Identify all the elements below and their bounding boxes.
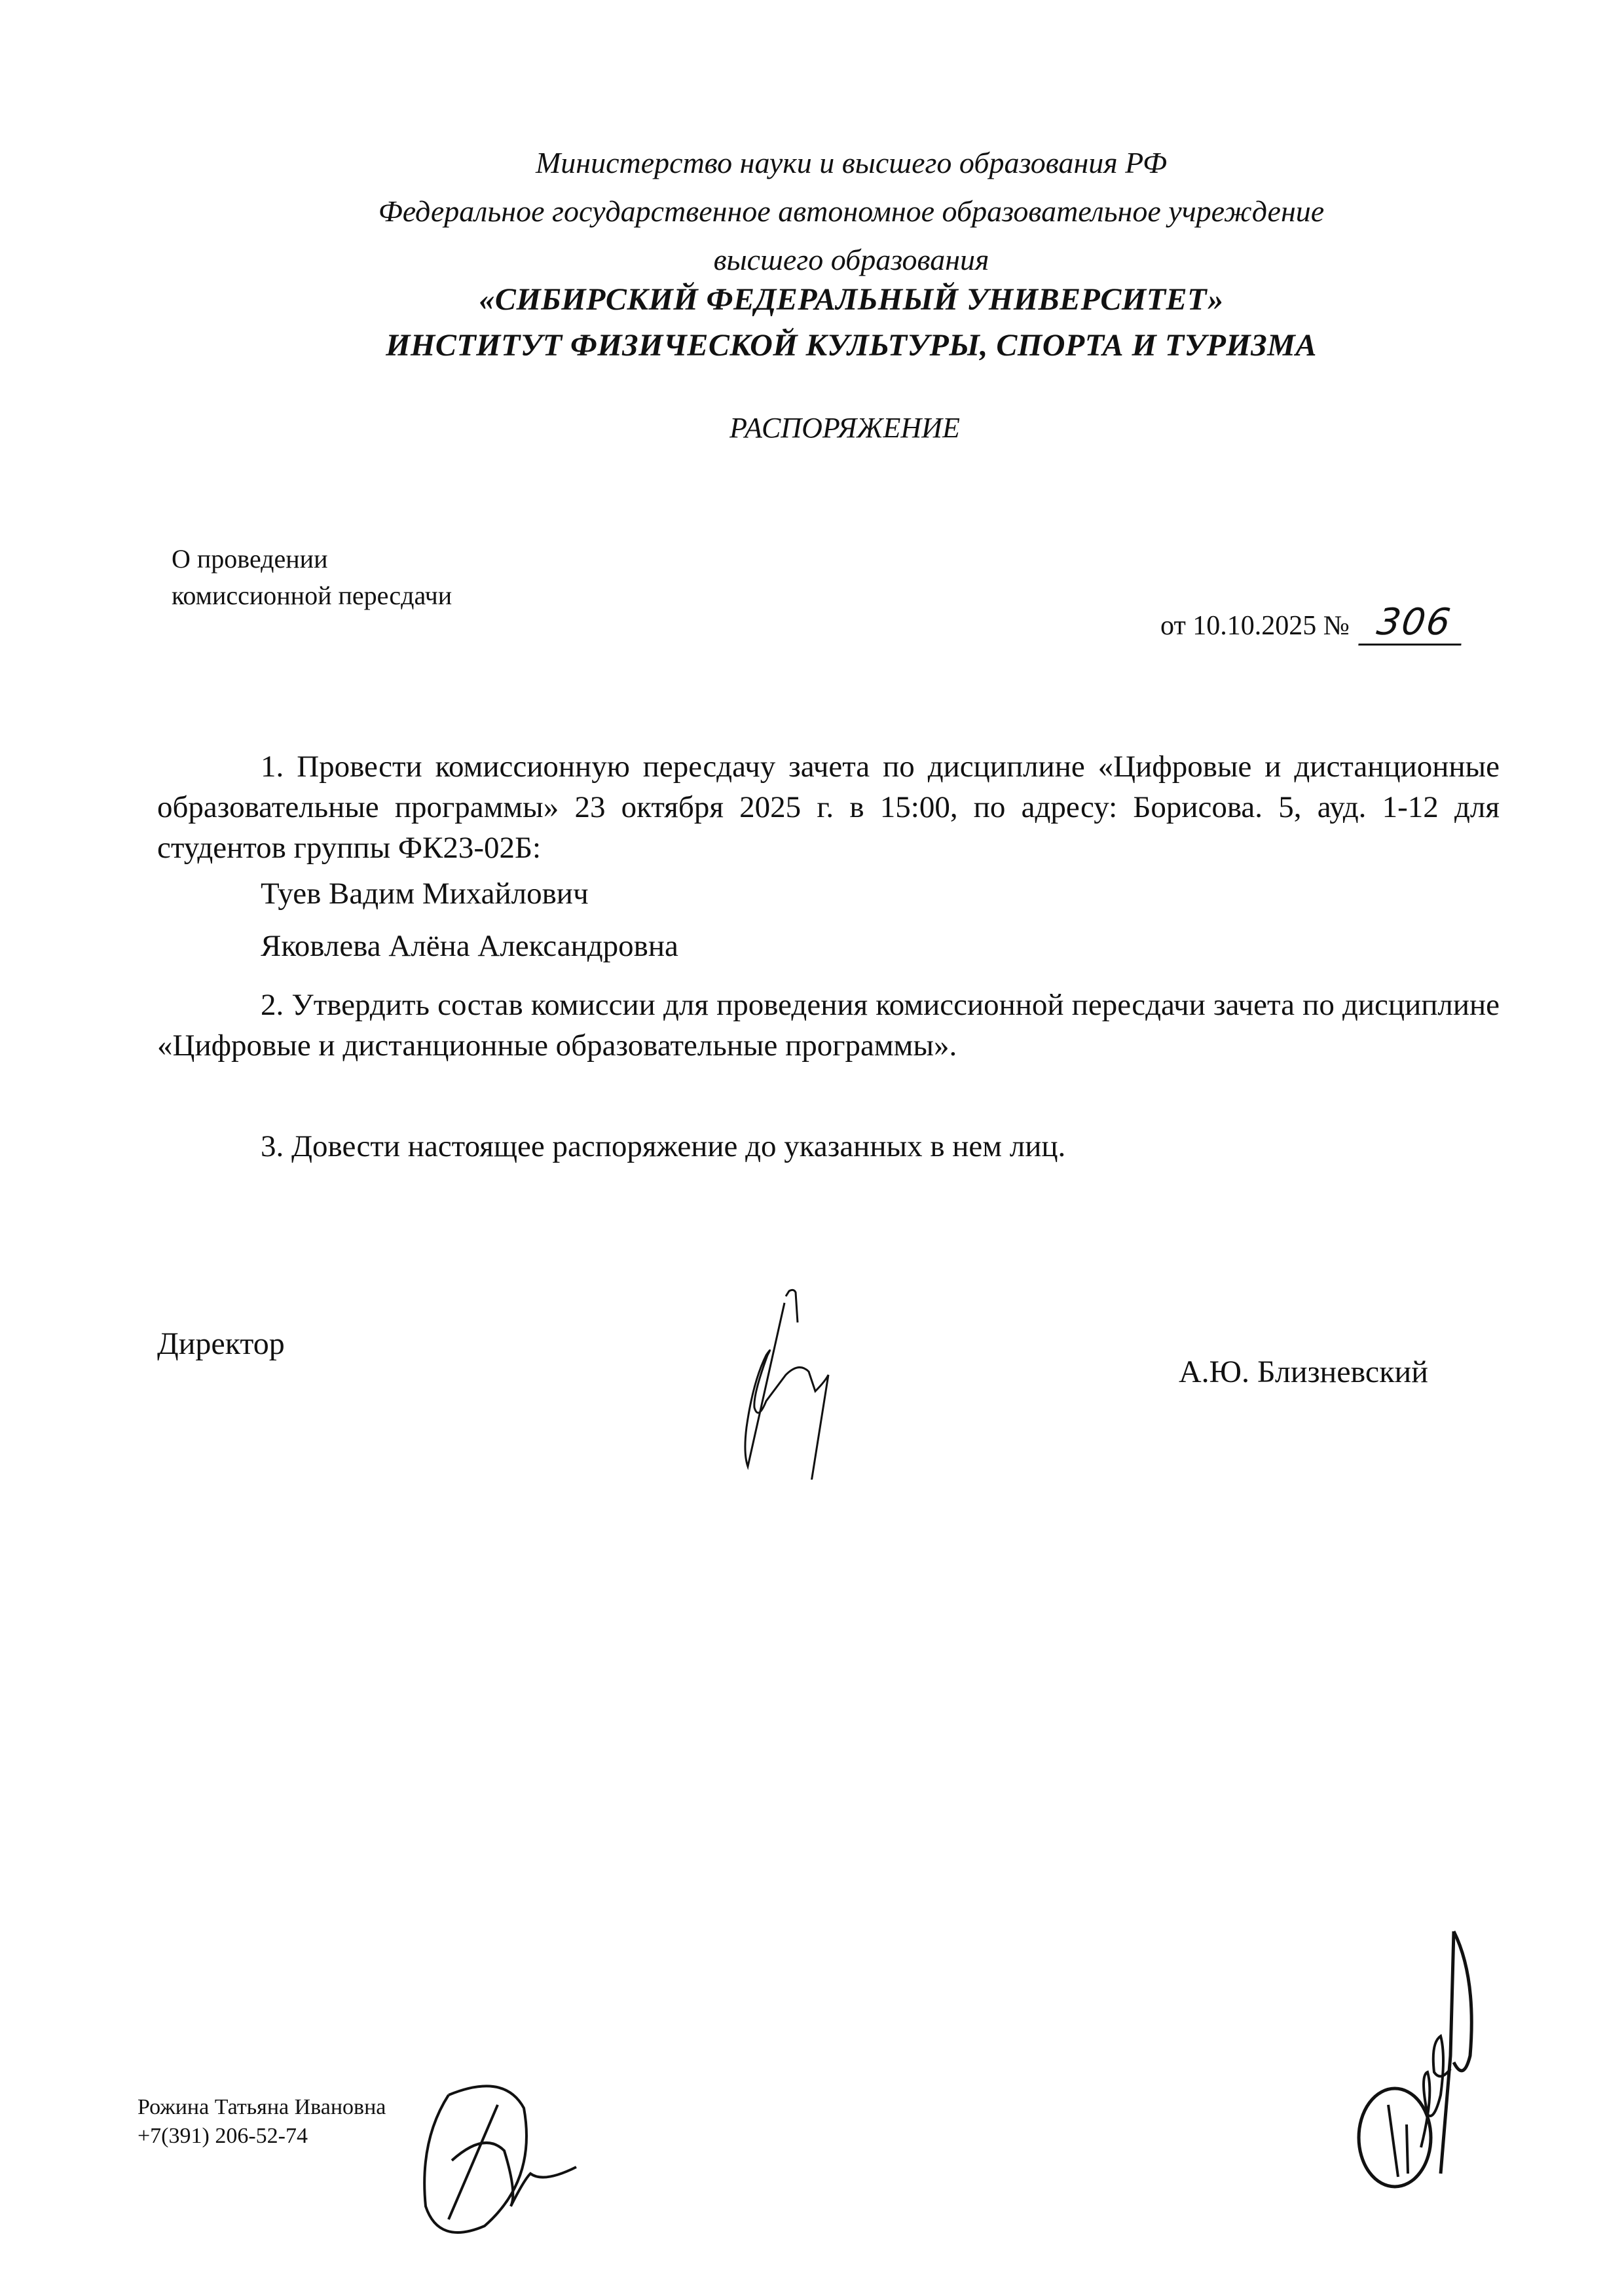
university-name: «СИБИРСКИЙ ФЕДЕРАЛЬНЫЙ УНИВЕРСИТЕТ» [479, 282, 1224, 317]
document-type: РАСПОРЯЖЕНИЕ [729, 412, 960, 444]
contact-signature-icon [393, 2075, 688, 2246]
order-item-3: 3. Довести настоящее распоряжение до указанных в нем лиц. [261, 1129, 1066, 1163]
institution-type: Федеральное государственное автономное образовательное учреждение [378, 194, 1325, 228]
signer-position: Директор [157, 1326, 285, 1361]
contact-name: Рожина Татьяна Ивановна [138, 2095, 386, 2119]
student-name: Туев Вадим Михайлович [261, 877, 589, 911]
ministry-name: Министерство науки и высшего образования РФ [535, 146, 1168, 179]
date-number [1160, 601, 1464, 646]
student-name: Яковлева Алёна Александровна [261, 929, 678, 963]
subject-line-1: О проведении [172, 544, 328, 574]
contact-phone: +7(391) 206-52-74 [138, 2124, 308, 2148]
order-item-2: 2. Утвердить состав комиссии для проведения комиссионной пересдачи зачета по дисциплине «Цифровые и дистанционные образовательные программы». [157, 988, 1500, 1063]
institution-type-cont: высшего образования [713, 243, 989, 276]
date-prefix: от 10.10.2025 № [1160, 611, 1350, 641]
subject-line-2: комиссионной пересдачи [172, 581, 452, 610]
institute-name: ИНСТИТУТ ФИЗИЧЕСКОЙ КУЛЬТУРЫ, СПОРТА И ТУРИЗМА [386, 328, 1317, 363]
order-item-1: 1. Провести комиссионную пересдачу зачета по дисциплине «Цифровые и дистанционные образовательные программы» 23 октября 2025 г. в 15:00, по адресу: Борисова. 5, ауд. 1-12 для студентов группы ФК23-02Б: [157, 750, 1500, 865]
director-signature-icon [688, 1283, 897, 1480]
signer-name: А.Ю. Близневский [1179, 1355, 1428, 1389]
approval-signature-icon [1336, 1925, 1493, 2200]
document-number: 306 [1359, 601, 1467, 646]
